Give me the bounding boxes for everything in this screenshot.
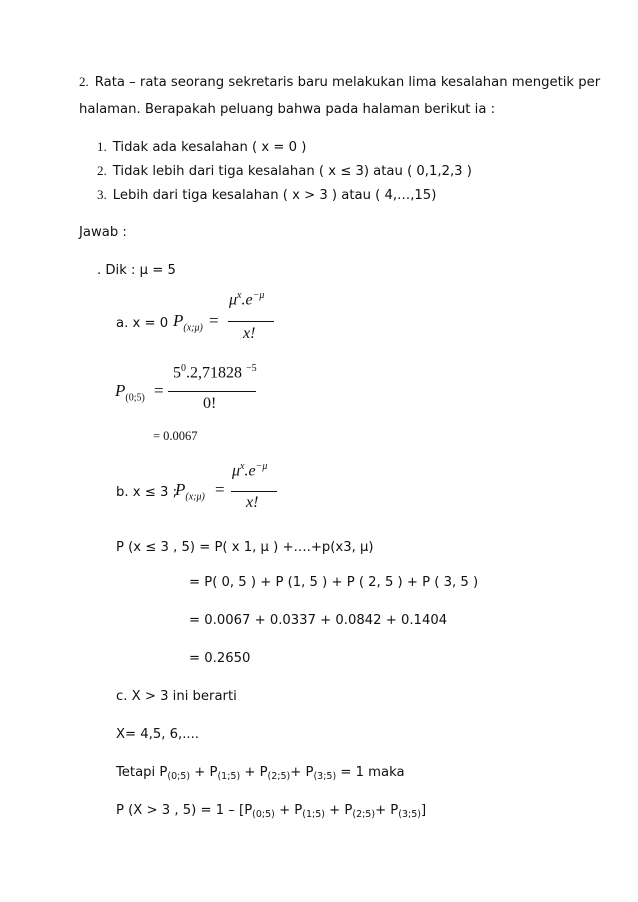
formula-p-subscript: (x;μ) [183,322,203,334]
list-item-text: Tidak ada kesalahan ( x = 0 ) [112,140,307,155]
part-b-line-3: = 0.0067 + 0.0337 + 0.0842 + 0.1404 [189,613,448,628]
answer-heading: Jawab : [79,225,127,240]
part-a-result: = 0.0067 [153,429,198,443]
subscript: (3;5) [313,771,337,782]
formula-denominator: x! [243,325,256,342]
subscript: (0;5) [167,771,191,782]
part-b-line-4: = 0.2650 [189,651,251,666]
calc-num-exp2: −5 [246,363,257,374]
numerator-exp2: −μ [255,461,268,472]
formula-equals: = [215,480,225,499]
subscript: (2;5) [267,771,291,782]
numerator-base: μ [229,291,238,309]
calc-denominator: 0! [203,395,217,412]
list-item-number: 2. [97,163,107,178]
subscript: (1;5) [217,771,241,782]
subscript: (2;5) [352,809,376,820]
problem-line-1 [79,74,600,90]
list-item-text: Lebih dari tiga kesalahan ( x > 3 ) atau ( 4,…,15) [112,188,437,203]
part-b-label: b. x ≤ 3 ; [116,485,178,500]
calc-p-subscript: (0;5) [125,392,145,404]
list-item [97,139,306,155]
list-item [97,187,436,203]
numerator-exp: x [237,290,242,301]
formula-equals: = [209,311,219,330]
numerator-mid: .e [244,462,256,480]
formula-p [173,311,203,333]
text: + P [375,803,399,818]
text: + P [324,803,353,818]
list-item-number: 1. [97,139,107,154]
numerator-exp: x [240,461,245,472]
problem-text-1: Rata – rata seorang sekretaris baru melakukan lima kesalahan mengetik per [94,75,601,90]
fraction-line [168,391,256,392]
text: + P [240,765,268,780]
text: + P [190,765,218,780]
part-b-line-1: P (x ≤ 3 , 5) = P( x 1, μ ) +….+p(x3, μ) [116,540,374,555]
problem-line-2: halaman. Berapakah peluang bahwa pada halaman berikut ia : [79,102,496,117]
list-item [97,163,472,179]
numerator-base: μ [232,462,241,480]
formula-numerator [229,290,264,309]
formula-denominator: x! [246,494,259,511]
formula-p-subscript: (x;μ) [185,491,205,503]
subscript: (0;5) [252,809,275,820]
part-a-label: a. x = 0 [116,316,169,331]
fraction-line [228,321,274,322]
list-item-text: Tidak lebih dari tiga kesalahan ( x ≤ 3) atau ( 0,1,2,3 ) [112,164,472,179]
text: ] [420,803,427,818]
problem-number: 2. [79,74,89,89]
part-c-label: c. X > 3 ini berarti [116,689,237,704]
calc-num-base: 5 [173,364,181,382]
numerator-mid: .e [241,291,253,309]
calc-p-symbol: P [115,381,126,400]
text: Tetapi P [116,765,168,780]
formula-p-symbol: P [175,480,186,499]
given-line: . Dik : μ = 5 [97,263,176,278]
calc-numerator [173,363,257,382]
calc-p [115,381,145,403]
formula-p-symbol: P [173,311,184,330]
formula-numerator [232,461,267,480]
part-b-line-2: = P( 0, 5 ) + P (1, 5 ) + P ( 2, 5 ) + P ( 3, 5 ) [189,575,479,590]
subscript: (1;5) [302,809,325,820]
fraction-line [231,491,277,492]
text: + P [274,803,303,818]
text: + P [290,765,314,780]
calc-num-mid: .2,71828 [186,364,242,382]
part-c-tetapi-line [116,765,405,782]
text: = 1 maka [336,765,405,780]
part-c-final-line [116,803,426,820]
subscript: (3;5) [398,809,421,820]
formula-p [175,480,205,502]
text: P (X > 3 , 5) = 1 – [P [116,803,253,818]
numerator-exp2: −μ [252,290,265,301]
calc-num-exp: 0 [181,363,186,374]
list-item-number: 3. [97,187,107,202]
calc-equals: = [154,381,164,400]
part-c-values: X= 4,5, 6,.... [116,727,199,742]
